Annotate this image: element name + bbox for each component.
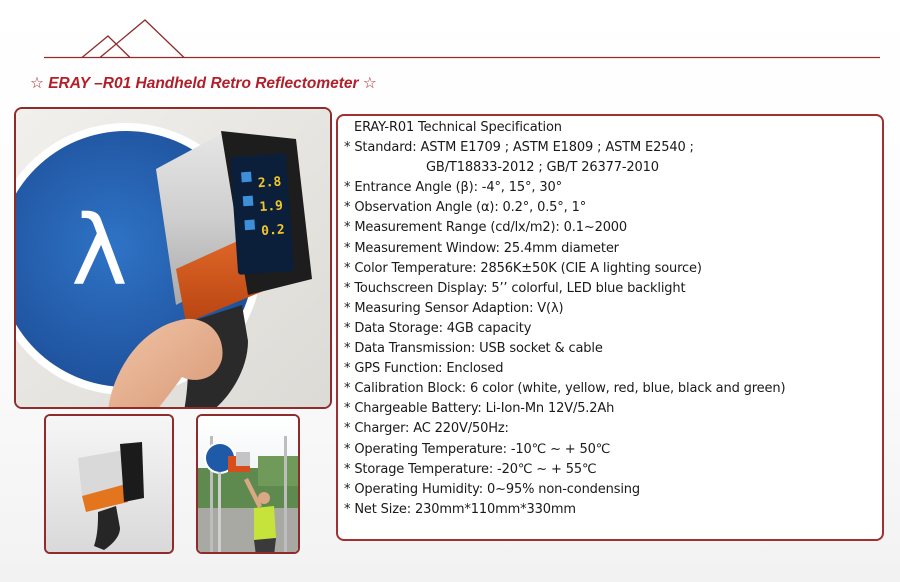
star-icon: ☆: [30, 75, 44, 92]
spec-list: [344, 118, 878, 520]
spec-measurement-window: * Measurement Window: 25.4mm diameter: [344, 240, 619, 256]
spec-calibration-block: * Calibration Block: 6 color (white, yellow, red, blue, black and green): [344, 381, 786, 397]
spec-standard: * Standard: ASTM E1709 ; ASTM E1809 ; ASTM E2540 ;: [344, 140, 694, 156]
sign-glyph: λ: [71, 195, 128, 307]
spec-sensor-adaption: * Measuring Sensor Adaption: V(λ): [344, 300, 564, 316]
spec-color-temperature: * Color Temperature: 2856K±50K (CIE A lighting source): [344, 260, 702, 276]
display-value-1: 2.8: [257, 174, 282, 192]
spec-battery: * Chargeable Battery: Li-Ion-Mn 12V/5.2Ah: [344, 401, 615, 417]
product-thumbnail-1: [44, 414, 174, 554]
spec-operating-temperature: * Operating Temperature: -10℃ ~ + 50℃: [344, 441, 611, 457]
spec-heading: ERAY-R01 Technical Specification: [354, 120, 562, 135]
spec-gps: * GPS Function: Enclosed: [344, 361, 504, 377]
star-icon: ☆: [362, 75, 377, 92]
display-value-2: 1.9: [259, 198, 284, 216]
main-product-photo: [14, 107, 332, 409]
spec-net-size: * Net Size: 230mm*110mm*330mm: [344, 501, 576, 517]
spec-charger: * Charger: AC 220V/50Hz:: [344, 421, 509, 437]
spec-operating-humidity: * Operating Humidity: 0~95% non-condensing: [344, 481, 640, 497]
spec-data-storage: * Data Storage: 4GB capacity: [344, 320, 532, 336]
spec-entrance-angle: * Entrance Angle (β): -4°, 15°, 30°: [344, 180, 562, 196]
field-use-thumbnail: [196, 414, 300, 554]
page-title: [30, 74, 377, 93]
spec-data-transmission: * Data Transmission: USB socket & cable: [344, 341, 603, 357]
spec-observation-angle: * Observation Angle (α): 0.2°, 0.5°, 1°: [344, 200, 587, 216]
page-title-text: ERAY –R01 Handheld Retro Reflectometer: [48, 75, 359, 92]
spec-panel: [336, 114, 884, 541]
spec-touchscreen: * Touchscreen Display: 5’’ colorful, LED blue backlight: [344, 280, 686, 296]
spec-storage-temperature: * Storage Temperature: -20℃ ~ + 55℃: [344, 461, 597, 477]
header-ornament: [0, 0, 900, 70]
display-value-3: 0.2: [260, 222, 286, 240]
spec-measurement-range: * Measurement Range (cd/lx/m2): 0.1~2000: [344, 220, 628, 236]
spec-standard-cont: GB/T18833-2012 ; GB/T 26377-2010: [426, 160, 659, 176]
